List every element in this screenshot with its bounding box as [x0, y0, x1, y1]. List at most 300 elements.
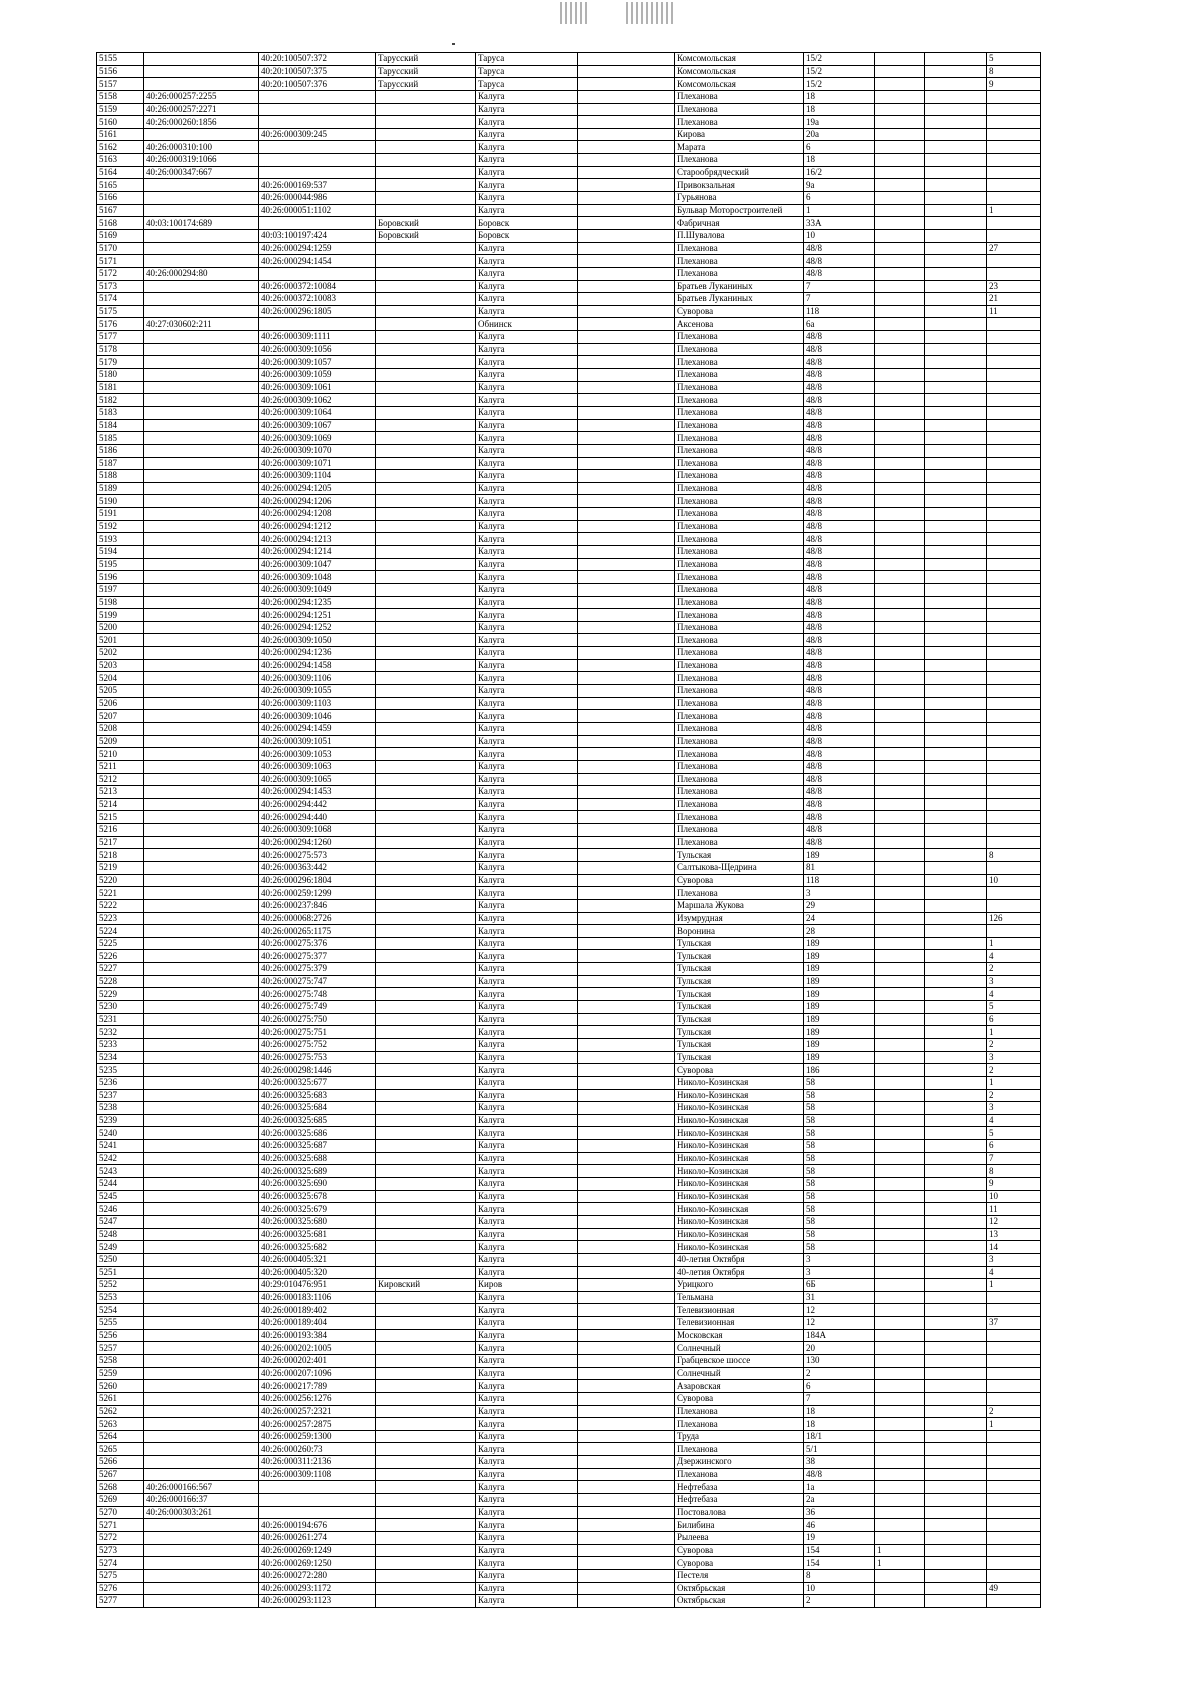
house-cell: 48/8: [804, 356, 875, 369]
house-cell: 48/8: [804, 482, 875, 495]
building-cell: [875, 1380, 925, 1393]
unit-cell: [925, 65, 987, 78]
unit-cell: [925, 1342, 987, 1355]
cadastral-number-land-cell: 40:26:000294:80: [144, 267, 259, 280]
apartment-cell: [987, 722, 1041, 735]
apartment-cell: [987, 596, 1041, 609]
city-cell: Калуга: [476, 925, 578, 938]
cadastral-number-building-cell: 40:26:000207:1096: [259, 1367, 376, 1380]
apartment-cell: [987, 1531, 1041, 1544]
row-number-cell: 5277: [97, 1595, 144, 1608]
district-cell: [376, 824, 476, 837]
table-row: [97, 621, 1041, 634]
city-cell: Калуга: [476, 1544, 578, 1557]
street-cell: Нефтебаза: [675, 1494, 804, 1507]
cadastral-number-land-cell: [144, 1140, 259, 1153]
apartment-cell: [987, 1506, 1041, 1519]
row-number-cell: 5237: [97, 1089, 144, 1102]
cadastral-number-building-cell: 40:26:000311:2136: [259, 1456, 376, 1469]
cadastral-number-building-cell: 40:20:100507:375: [259, 65, 376, 78]
table-row: [97, 369, 1041, 382]
apartment-cell: [987, 1354, 1041, 1367]
row-number-cell: 5185: [97, 432, 144, 445]
city-cell: Калуга: [476, 470, 578, 483]
table-row: [97, 1342, 1041, 1355]
table-row: [97, 470, 1041, 483]
building-cell: [875, 1026, 925, 1039]
apartment-cell: 3: [987, 1102, 1041, 1115]
house-cell: 154: [804, 1544, 875, 1557]
street-cell: Марата: [675, 141, 804, 154]
city-cell: Калуга: [476, 293, 578, 306]
district-cell: Тарусский: [376, 65, 476, 78]
street-cell: Николо-Козинская: [675, 1152, 804, 1165]
locality-cell: [578, 1481, 675, 1494]
unit-cell: [925, 824, 987, 837]
street-cell: Кирова: [675, 128, 804, 141]
table-row: [97, 1076, 1041, 1089]
apartment-cell: [987, 192, 1041, 205]
district-cell: [376, 887, 476, 900]
unit-cell: [925, 722, 987, 735]
cadastral-number-building-cell: 40:26:000309:1051: [259, 735, 376, 748]
house-cell: 6Б: [804, 1279, 875, 1292]
house-cell: 48/8: [804, 659, 875, 672]
city-cell: Калуга: [476, 874, 578, 887]
city-cell: Калуга: [476, 1329, 578, 1342]
cadastral-number-land-cell: [144, 545, 259, 558]
house-cell: 38: [804, 1456, 875, 1469]
locality-cell: [578, 1165, 675, 1178]
cadastral-number-land-cell: [144, 937, 259, 950]
house-cell: 7: [804, 293, 875, 306]
locality-cell: [578, 1064, 675, 1077]
cadastral-number-land-cell: [144, 773, 259, 786]
city-cell: Калуга: [476, 192, 578, 205]
locality-cell: [578, 90, 675, 103]
locality-cell: [578, 1304, 675, 1317]
building-cell: [875, 305, 925, 318]
row-number-cell: 5241: [97, 1140, 144, 1153]
table-row: [97, 166, 1041, 179]
district-cell: [376, 1152, 476, 1165]
unit-cell: [925, 748, 987, 761]
city-cell: Калуга: [476, 899, 578, 912]
table-row: [97, 1102, 1041, 1115]
table-row: [97, 1367, 1041, 1380]
cadastral-number-building-cell: 40:26:000294:1259: [259, 242, 376, 255]
street-cell: Плеханова: [675, 242, 804, 255]
district-cell: [376, 1064, 476, 1077]
house-cell: 12: [804, 1317, 875, 1330]
building-cell: [875, 533, 925, 546]
unit-cell: [925, 204, 987, 217]
district-cell: [376, 179, 476, 192]
cadastral-number-building-cell: 40:26:000294:1206: [259, 495, 376, 508]
cadastral-number-building-cell: 40:26:000193:384: [259, 1329, 376, 1342]
unit-cell: [925, 1481, 987, 1494]
locality-cell: [578, 735, 675, 748]
row-number-cell: 5222: [97, 899, 144, 912]
cadastral-number-land-cell: [144, 1354, 259, 1367]
unit-cell: [925, 571, 987, 584]
house-cell: 48/8: [804, 508, 875, 521]
locality-cell: [578, 1367, 675, 1380]
apartment-cell: [987, 887, 1041, 900]
house-cell: 118: [804, 305, 875, 318]
locality-cell: [578, 406, 675, 419]
cadastral-number-building-cell: 40:26:000325:687: [259, 1140, 376, 1153]
city-cell: Калуга: [476, 444, 578, 457]
district-cell: [376, 381, 476, 394]
apartment-cell: [987, 533, 1041, 546]
city-cell: Калуга: [476, 1468, 578, 1481]
table-row: [97, 950, 1041, 963]
table-row: [97, 432, 1041, 445]
building-cell: [875, 988, 925, 1001]
unit-cell: [925, 192, 987, 205]
row-number-cell: 5224: [97, 925, 144, 938]
row-number-cell: 5252: [97, 1279, 144, 1292]
row-number-cell: 5178: [97, 343, 144, 356]
unit-cell: [925, 406, 987, 419]
unit-cell: [925, 280, 987, 293]
city-cell: Калуга: [476, 849, 578, 862]
unit-cell: [925, 1494, 987, 1507]
cadastral-number-building-cell: 40:26:000325:678: [259, 1190, 376, 1203]
building-cell: [875, 1076, 925, 1089]
locality-cell: [578, 154, 675, 167]
unit-cell: [925, 1114, 987, 1127]
row-number-cell: 5230: [97, 1001, 144, 1014]
table-row: [97, 874, 1041, 887]
city-cell: Калуга: [476, 571, 578, 584]
unit-cell: [925, 141, 987, 154]
cadastral-number-building-cell: 40:26:000309:1048: [259, 571, 376, 584]
house-cell: 189: [804, 950, 875, 963]
cadastral-number-building-cell: 40:26:000309:1069: [259, 432, 376, 445]
house-cell: 48/8: [804, 735, 875, 748]
building-cell: [875, 204, 925, 217]
city-cell: Калуга: [476, 166, 578, 179]
district-cell: [376, 1531, 476, 1544]
building-cell: [875, 1089, 925, 1102]
district-cell: [376, 128, 476, 141]
locality-cell: [578, 444, 675, 457]
house-cell: 6: [804, 192, 875, 205]
row-number-cell: 5276: [97, 1582, 144, 1595]
cadastral-number-land-cell: [144, 419, 259, 432]
street-cell: Воронина: [675, 925, 804, 938]
locality-cell: [578, 748, 675, 761]
district-cell: [376, 621, 476, 634]
house-cell: 33А: [804, 217, 875, 230]
apartment-cell: 8: [987, 849, 1041, 862]
table-row: [97, 154, 1041, 167]
district-cell: [376, 495, 476, 508]
building-cell: [875, 1494, 925, 1507]
street-cell: Николо-Козинская: [675, 1165, 804, 1178]
cadastral-number-land-cell: [144, 1001, 259, 1014]
district-cell: [376, 1291, 476, 1304]
table-row: [97, 659, 1041, 672]
row-number-cell: 5210: [97, 748, 144, 761]
street-cell: Тульская: [675, 1001, 804, 1014]
table-row: [97, 406, 1041, 419]
street-cell: Аксенова: [675, 318, 804, 331]
city-cell: Калуга: [476, 1266, 578, 1279]
district-cell: [376, 1367, 476, 1380]
district-cell: [376, 1380, 476, 1393]
unit-cell: [925, 369, 987, 382]
city-cell: Калуга: [476, 672, 578, 685]
apartment-cell: [987, 862, 1041, 875]
cadastral-number-building-cell: 40:26:000275:379: [259, 963, 376, 976]
row-number-cell: 5247: [97, 1215, 144, 1228]
unit-cell: [925, 1582, 987, 1595]
locality-cell: [578, 571, 675, 584]
table-row: [97, 1215, 1041, 1228]
cadastral-number-land-cell: [144, 912, 259, 925]
cadastral-number-land-cell: [144, 1064, 259, 1077]
row-number-cell: 5161: [97, 128, 144, 141]
cadastral-number-land-cell: [144, 735, 259, 748]
district-cell: [376, 950, 476, 963]
city-cell: Калуга: [476, 634, 578, 647]
district-cell: [376, 1595, 476, 1608]
table-row: [97, 685, 1041, 698]
row-number-cell: 5228: [97, 975, 144, 988]
locality-cell: [578, 78, 675, 91]
cadastral-number-building-cell: 40:26:000265:1175: [259, 925, 376, 938]
cadastral-number-building-cell: 40:26:000294:1236: [259, 647, 376, 660]
unit-cell: [925, 760, 987, 773]
cadastral-number-building-cell: 40:26:000325:688: [259, 1152, 376, 1165]
street-cell: Плеханова: [675, 558, 804, 571]
unit-cell: [925, 508, 987, 521]
cadastral-number-land-cell: [144, 786, 259, 799]
locality-cell: [578, 1190, 675, 1203]
building-cell: [875, 166, 925, 179]
table-row: [97, 179, 1041, 192]
city-cell: Калуга: [476, 545, 578, 558]
apartment-cell: [987, 229, 1041, 242]
table-row: [97, 937, 1041, 950]
row-number-cell: 5268: [97, 1481, 144, 1494]
city-cell: Калуга: [476, 204, 578, 217]
city-cell: Калуга: [476, 1582, 578, 1595]
building-cell: [875, 1001, 925, 1014]
locality-cell: [578, 1089, 675, 1102]
unit-cell: [925, 78, 987, 91]
locality-cell: [578, 937, 675, 950]
house-cell: 189: [804, 937, 875, 950]
cadastral-number-land-cell: [144, 722, 259, 735]
row-number-cell: 5257: [97, 1342, 144, 1355]
apartment-cell: [987, 103, 1041, 116]
locality-cell: [578, 242, 675, 255]
cadastral-number-building-cell: 40:26:000275:376: [259, 937, 376, 950]
apartment-cell: [987, 1494, 1041, 1507]
cadastral-number-land-cell: [144, 596, 259, 609]
district-cell: [376, 1557, 476, 1570]
table-row: [97, 255, 1041, 268]
district-cell: [376, 748, 476, 761]
cadastral-number-land-cell: [144, 470, 259, 483]
street-cell: Плеханова: [675, 887, 804, 900]
district-cell: [376, 444, 476, 457]
building-cell: [875, 1291, 925, 1304]
cadastral-number-building-cell: 40:26:000294:1208: [259, 508, 376, 521]
street-cell: Суворова: [675, 1544, 804, 1557]
house-cell: 58: [804, 1190, 875, 1203]
district-cell: [376, 1519, 476, 1532]
cadastral-number-building-cell: 40:26:000296:1804: [259, 874, 376, 887]
unit-cell: [925, 1456, 987, 1469]
building-cell: [875, 672, 925, 685]
street-cell: Гурьянова: [675, 192, 804, 205]
apartment-cell: [987, 1595, 1041, 1608]
table-row: [97, 735, 1041, 748]
table-row: [97, 293, 1041, 306]
house-cell: 48/8: [804, 836, 875, 849]
cadastral-number-building-cell: [259, 1481, 376, 1494]
building-cell: [875, 1152, 925, 1165]
district-cell: Боровский: [376, 229, 476, 242]
cadastral-number-land-cell: [144, 1582, 259, 1595]
table-row: [97, 824, 1041, 837]
unit-cell: [925, 1468, 987, 1481]
apartment-cell: 3: [987, 1253, 1041, 1266]
district-cell: [376, 116, 476, 129]
table-row: [97, 1329, 1041, 1342]
district-cell: [376, 1304, 476, 1317]
house-cell: 18: [804, 1405, 875, 1418]
row-number-cell: 5243: [97, 1165, 144, 1178]
cadastral-number-building-cell: 40:26:000294:1252: [259, 621, 376, 634]
street-cell: Николо-Козинская: [675, 1215, 804, 1228]
city-cell: Калуга: [476, 937, 578, 950]
building-cell: [875, 583, 925, 596]
table-row: [97, 1456, 1041, 1469]
cadastral-number-land-cell: [144, 305, 259, 318]
locality-cell: [578, 381, 675, 394]
cadastral-number-building-cell: 40:26:000257:2321: [259, 1405, 376, 1418]
house-cell: 189: [804, 975, 875, 988]
district-cell: [376, 1266, 476, 1279]
building-cell: [875, 596, 925, 609]
house-cell: 184А: [804, 1329, 875, 1342]
street-cell: Николо-Козинская: [675, 1140, 804, 1153]
locality-cell: [578, 1392, 675, 1405]
cadastral-number-building-cell: [259, 1506, 376, 1519]
street-cell: Братьев Луканиных: [675, 293, 804, 306]
locality-cell: [578, 1266, 675, 1279]
cadastral-number-building-cell: 40:26:000325:682: [259, 1241, 376, 1254]
house-cell: 48/8: [804, 394, 875, 407]
building-cell: [875, 1582, 925, 1595]
row-number-cell: 5254: [97, 1304, 144, 1317]
row-number-cell: 5267: [97, 1468, 144, 1481]
apartment-cell: [987, 925, 1041, 938]
row-number-cell: 5236: [97, 1076, 144, 1089]
street-cell: Нефтебаза: [675, 1481, 804, 1494]
apartment-cell: [987, 621, 1041, 634]
locality-cell: [578, 975, 675, 988]
unit-cell: [925, 1531, 987, 1544]
cadastral-number-building-cell: [259, 267, 376, 280]
district-cell: [376, 697, 476, 710]
district-cell: [376, 634, 476, 647]
house-cell: 58: [804, 1178, 875, 1191]
house-cell: 36: [804, 1506, 875, 1519]
cadastral-number-building-cell: 40:26:000325:681: [259, 1228, 376, 1241]
house-cell: 48/8: [804, 748, 875, 761]
apartment-cell: [987, 128, 1041, 141]
cadastral-number-land-cell: [144, 1456, 259, 1469]
street-cell: Суворова: [675, 1392, 804, 1405]
apartment-cell: [987, 634, 1041, 647]
district-cell: [376, 1001, 476, 1014]
apartment-cell: 1: [987, 1279, 1041, 1292]
apartment-cell: [987, 166, 1041, 179]
cadastral-number-building-cell: 40:26:000068:2726: [259, 912, 376, 925]
building-cell: [875, 1228, 925, 1241]
table-row: [97, 1582, 1041, 1595]
unit-cell: [925, 217, 987, 230]
row-number-cell: 5159: [97, 103, 144, 116]
house-cell: 48/8: [804, 583, 875, 596]
district-cell: [376, 293, 476, 306]
locality-cell: [578, 192, 675, 205]
apartment-cell: [987, 470, 1041, 483]
unit-cell: [925, 242, 987, 255]
unit-cell: [925, 558, 987, 571]
table-row: [97, 811, 1041, 824]
house-cell: 48/8: [804, 381, 875, 394]
cadastral-number-building-cell: 40:26:000189:402: [259, 1304, 376, 1317]
cadastral-number-building-cell: 40:26:000183:1106: [259, 1291, 376, 1304]
cadastral-number-land-cell: [144, 53, 259, 66]
city-cell: Калуга: [476, 912, 578, 925]
table-row: [97, 1228, 1041, 1241]
apartment-cell: [987, 899, 1041, 912]
locality-cell: [578, 1026, 675, 1039]
row-number-cell: 5172: [97, 267, 144, 280]
city-cell: Калуга: [476, 722, 578, 735]
apartment-cell: [987, 1443, 1041, 1456]
building-cell: [875, 1317, 925, 1330]
locality-cell: [578, 470, 675, 483]
cadastral-number-building-cell: 40:26:000309:1062: [259, 394, 376, 407]
unit-cell: [925, 1001, 987, 1014]
house-cell: 154: [804, 1557, 875, 1570]
district-cell: [376, 1481, 476, 1494]
row-number-cell: 5190: [97, 495, 144, 508]
row-number-cell: 5213: [97, 786, 144, 799]
apartment-cell: 8: [987, 65, 1041, 78]
street-cell: Плеханова: [675, 508, 804, 521]
table-row: [97, 128, 1041, 141]
house-cell: 48/8: [804, 786, 875, 799]
cadastral-number-building-cell: 40:26:000309:1064: [259, 406, 376, 419]
table-row: [97, 1279, 1041, 1292]
row-number-cell: 5216: [97, 824, 144, 837]
table-row: [97, 1114, 1041, 1127]
building-cell: [875, 1531, 925, 1544]
street-cell: Плеханова: [675, 267, 804, 280]
street-cell: Тульская: [675, 1051, 804, 1064]
